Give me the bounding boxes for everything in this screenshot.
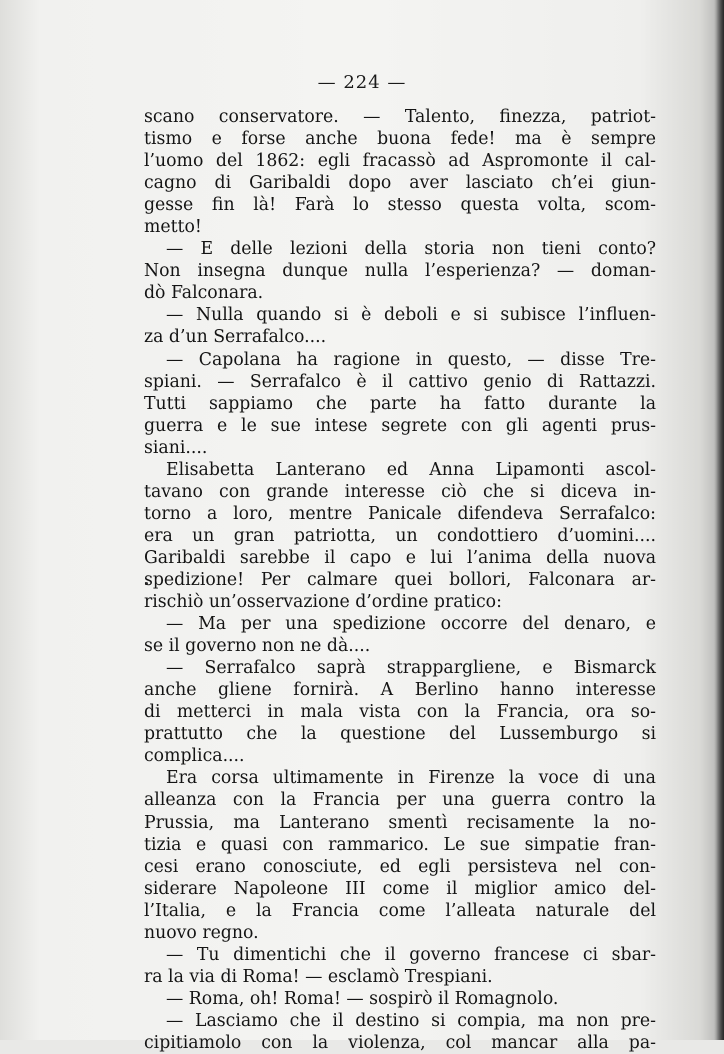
text-line: gesse fin là! Farà lo stesso questa volta, scom-	[144, 195, 656, 216]
text-line: di metterci in mala vista con la Francia, ora so-	[144, 702, 656, 723]
text-line: Non insegna dunque nulla l’esperienza? — doman-	[144, 261, 656, 282]
text-line: rischiò un’osservazione d’ordine pratico:	[144, 592, 502, 613]
page-body-text	[144, 106, 656, 1054]
text-line: guerra e le sue intese segrete con gli agenti prus-	[144, 415, 656, 436]
text-line: Elisabetta Lanterano ed Anna Lipamonti ascol-	[166, 459, 656, 480]
text-line: — Tu dimentichi che il governo francese ci sbar-	[166, 944, 656, 965]
text-line: alleanza con la Francia per una guerra contro la	[144, 790, 656, 811]
text-line: cesi erano conosciute, ed egli persisteva nel con-	[144, 856, 656, 877]
text-line: scano conservatore. — Talento, finezza, patriot-	[144, 107, 656, 127]
text-line: tavano con grande interesse ciò che si diceva in-	[144, 481, 656, 502]
text-line: za d’un Serrafalco....	[144, 327, 327, 348]
text-line: complica....	[144, 746, 245, 767]
text-line: siderare Napoleone III come il miglior amico del-	[144, 878, 656, 899]
text-line: Garibaldi sarebbe il capo e lui l’anima della nuova	[144, 547, 656, 568]
text-line: siani....	[144, 437, 208, 458]
text-line: — Capolana ha ragione in questo, — disse Tre-	[166, 349, 656, 370]
text-line: se il governo non ne dà....	[144, 636, 371, 657]
text-line: l’uomo del 1862: egli fracassò ad Aspromonte il cal-	[144, 151, 656, 172]
text-line: tizia e quasi con rammarico. Le sue simpatie fran-	[144, 834, 656, 855]
text-line: — Serrafalco saprà strappargliene, e Bismarck	[166, 658, 656, 679]
text-line: — Ma per una spedizione occorre del denaro, e	[166, 614, 656, 635]
text-line: spiani. — Serrafalco è il cattivo genio di Rattazzi.	[144, 371, 656, 392]
text-line: ra la via di Roma! — esclamò Trespiani.	[144, 966, 493, 987]
text-line: era un gran patriotta, un condottiero d’uomini....	[144, 525, 656, 546]
text-line: — Nulla quando si è deboli e si subisce l’influen-	[166, 305, 656, 326]
text-line: — Lasciamo che il destino si compia, ma non pre-	[166, 1010, 656, 1031]
text-line: l’Italia, e la Francia come l’alleata naturale del	[144, 900, 656, 921]
text-line: cagno di Garibaldi dopo aver lasciato ch’ei giun-	[144, 173, 656, 194]
text-line: cipitiamolo con la violenza, col mancar alla pa-	[144, 1032, 656, 1053]
text-line: Tutti sappiamo che parte ha fatto durante la	[144, 393, 656, 414]
text-line: nuovo regno.	[144, 922, 259, 943]
text-line: — Roma, oh! Roma! — sospirò il Romagnolo.	[166, 988, 559, 1009]
text-line: anche gliene fornirà. A Berlino hanno interesse	[144, 680, 656, 701]
text-line: Prussia, ma Lanterano smentì recisamente la no-	[144, 812, 656, 833]
text-line: dò Falconara.	[144, 283, 264, 304]
text-line: spedizione! Per calmare quei bollori, Falconara ar-	[144, 569, 656, 590]
text-line: Era corsa ultimamente in Firenze la voce di una	[166, 768, 656, 789]
text-line: torno a loro, mentre Panicale difendeva Serrafalco:	[144, 503, 656, 524]
page-number: — 224 —	[317, 72, 407, 93]
text-line: metto!	[144, 217, 202, 238]
text-line: prattutto che la questione del Lussemburgo si	[144, 724, 656, 745]
binding-shadow	[714, 0, 724, 1040]
text-line: tismo e forse anche buona fede! ma è sempre	[144, 129, 656, 150]
text-line: — E delle lezioni della storia non tieni conto?	[166, 239, 656, 260]
